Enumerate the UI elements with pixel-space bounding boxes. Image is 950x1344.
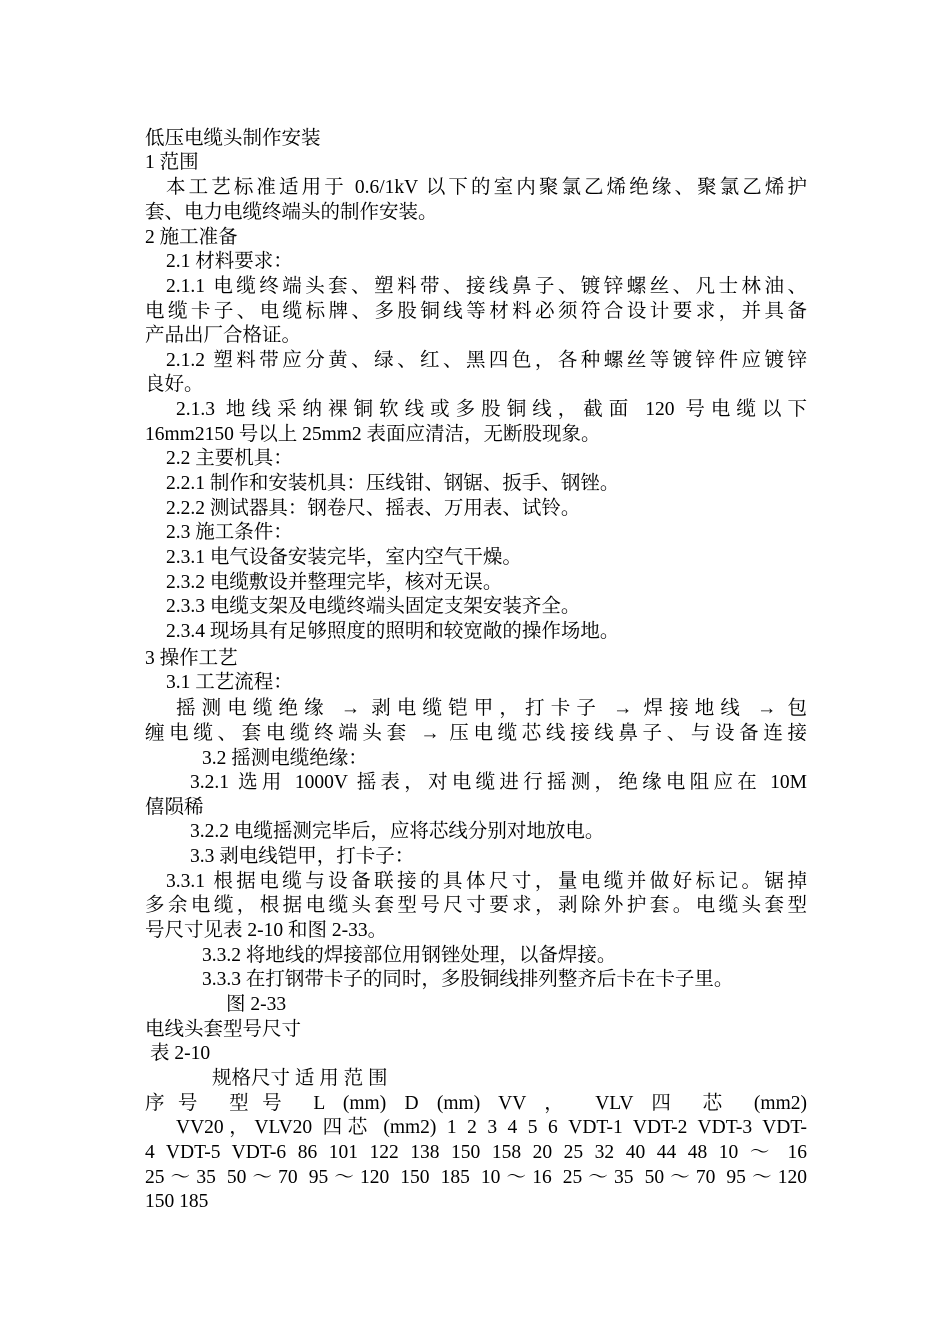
table-title: 电线头套型号尺寸 [145,1019,302,1040]
figure-caption: 图 2-33 [226,994,287,1015]
paragraph-line: 电缆卡子、电缆标牌、多股铜线等材料必须符合设计要求，并具备 [145,301,807,322]
paragraph-line: 2.3.3 电缆支架及电缆终端头固定支架安装齐全。 [166,596,581,617]
paragraph-line: 2.3.1 电气设备安装完毕，室内空气干燥。 [166,547,522,568]
document-title: 低压电缆头制作安装 [145,128,321,149]
table-content-line: VV20，VLV20 四芯 (mm2) 1 2 3 4 5 6 VDT-1 VDT-2 VDT-3 VDT- [176,1117,807,1138]
paragraph-line: 16mm2150 号以上 25mm2 表面应清洁，无断股现象。 [145,424,601,445]
paragraph-line: 3.2.2 电缆摇测完毕后，应将芯线分别对地放电。 [190,821,605,842]
table-header-line: 序号 型号 L (mm) D (mm) VV ， VLV 四 芯 (mm2) [145,1093,807,1114]
paragraph-line: 3.3.3 在打钢带卡子的同时，多股铜线排列整齐后卡在卡子里。 [202,969,734,990]
paragraph-line: 3.3.1 根据电缆与设备联接的具体尺寸，量电缆并做好标记。锯掉 [166,871,807,892]
paragraph-line: 号尺寸见表 2-10 和图 2-33。 [145,920,388,941]
subsection-heading: 3.3 剥电线铠甲，打卡子： [190,846,415,867]
table-content-line: 150 185 [145,1191,209,1212]
table-content-line: 4 VDT-5 VDT-6 86 101 122 138 150 158 20 25 32 40 44 48 10 ～ 16 [145,1142,807,1163]
paragraph-line: 良好。 [145,374,204,395]
subsection-heading: 2.2 主要机具： [166,448,293,469]
section-heading-3: 3 操作工艺 [145,648,238,669]
paragraph-line: 2.3.4 现场具有足够照度的照明和较宽敞的操作场地。 [166,621,620,642]
paragraph-line: 摇测电缆绝缘 → 剥电缆铠甲，打卡子 → 焊接地线 → 包 [176,698,807,719]
paragraph-line: 多余电缆，根据电缆头套型号尺寸要求，剥除外护套。电缆头套型 [145,895,807,916]
section-heading-1: 1 范围 [145,152,199,173]
subsection-heading: 2.1 材料要求： [166,251,293,272]
subsection-heading: 3.2 摇测电缆绝缘： [202,748,368,769]
table-header-line: 规格尺寸 适 用 范 围 [212,1068,388,1089]
paragraph-line: 僖陨稀 [145,797,204,818]
paragraph-line: 2.1.1 电缆终端头套、塑料带、接线鼻子、镀锌螺丝、凡士林油、 [166,276,807,297]
paragraph-line: 产品出厂合格证。 [145,325,302,346]
paragraph-line: 2.3.2 电缆敷设并整理完毕，核对无误。 [166,572,503,593]
subsection-heading: 2.3 施工条件： [166,522,293,543]
paragraph-line: 2.2.1 制作和安装机具：压线钳、钢锯、扳手、钢锉。 [166,473,620,494]
section-heading-2: 2 施工准备 [145,227,238,248]
paragraph-line: 本工艺标准适用于 0.6/1kV 以下的室内聚氯乙烯绝缘、聚氯乙烯护 [166,177,807,198]
paragraph-line: 3.2.1 选用 1000V 摇表，对电缆进行摇测，绝缘电阻应在 10M [190,772,807,793]
subsection-heading: 3.1 工艺流程： [166,672,293,693]
paragraph-line: 2.1.3 地线采纳裸铜软线或多股铜线，截面 120 号电缆以下 [176,399,807,420]
paragraph-line: 2.2.2 测试器具：钢卷尺、摇表、万用表、试铃。 [166,498,581,519]
paragraph-line: 2.1.2 塑料带应分黄、绿、红、黑四色，各种螺丝等镀锌件应镀锌 [166,350,807,371]
paragraph-line: 缠电缆、套电缆终端头套 → 压电缆芯线接线鼻子、与设备连接 [145,723,807,744]
paragraph-line: 套、电力电缆终端头的制作安装。 [145,202,438,223]
table-number: 表 2-10 [150,1043,211,1064]
paragraph-line: 3.3.2 将地线的焊接部位用钢锉处理，以备焊接。 [202,945,617,966]
table-content-line: 25～35 50～70 95～120 150 185 10～16 25～35 50～70 95～120 [145,1167,808,1188]
